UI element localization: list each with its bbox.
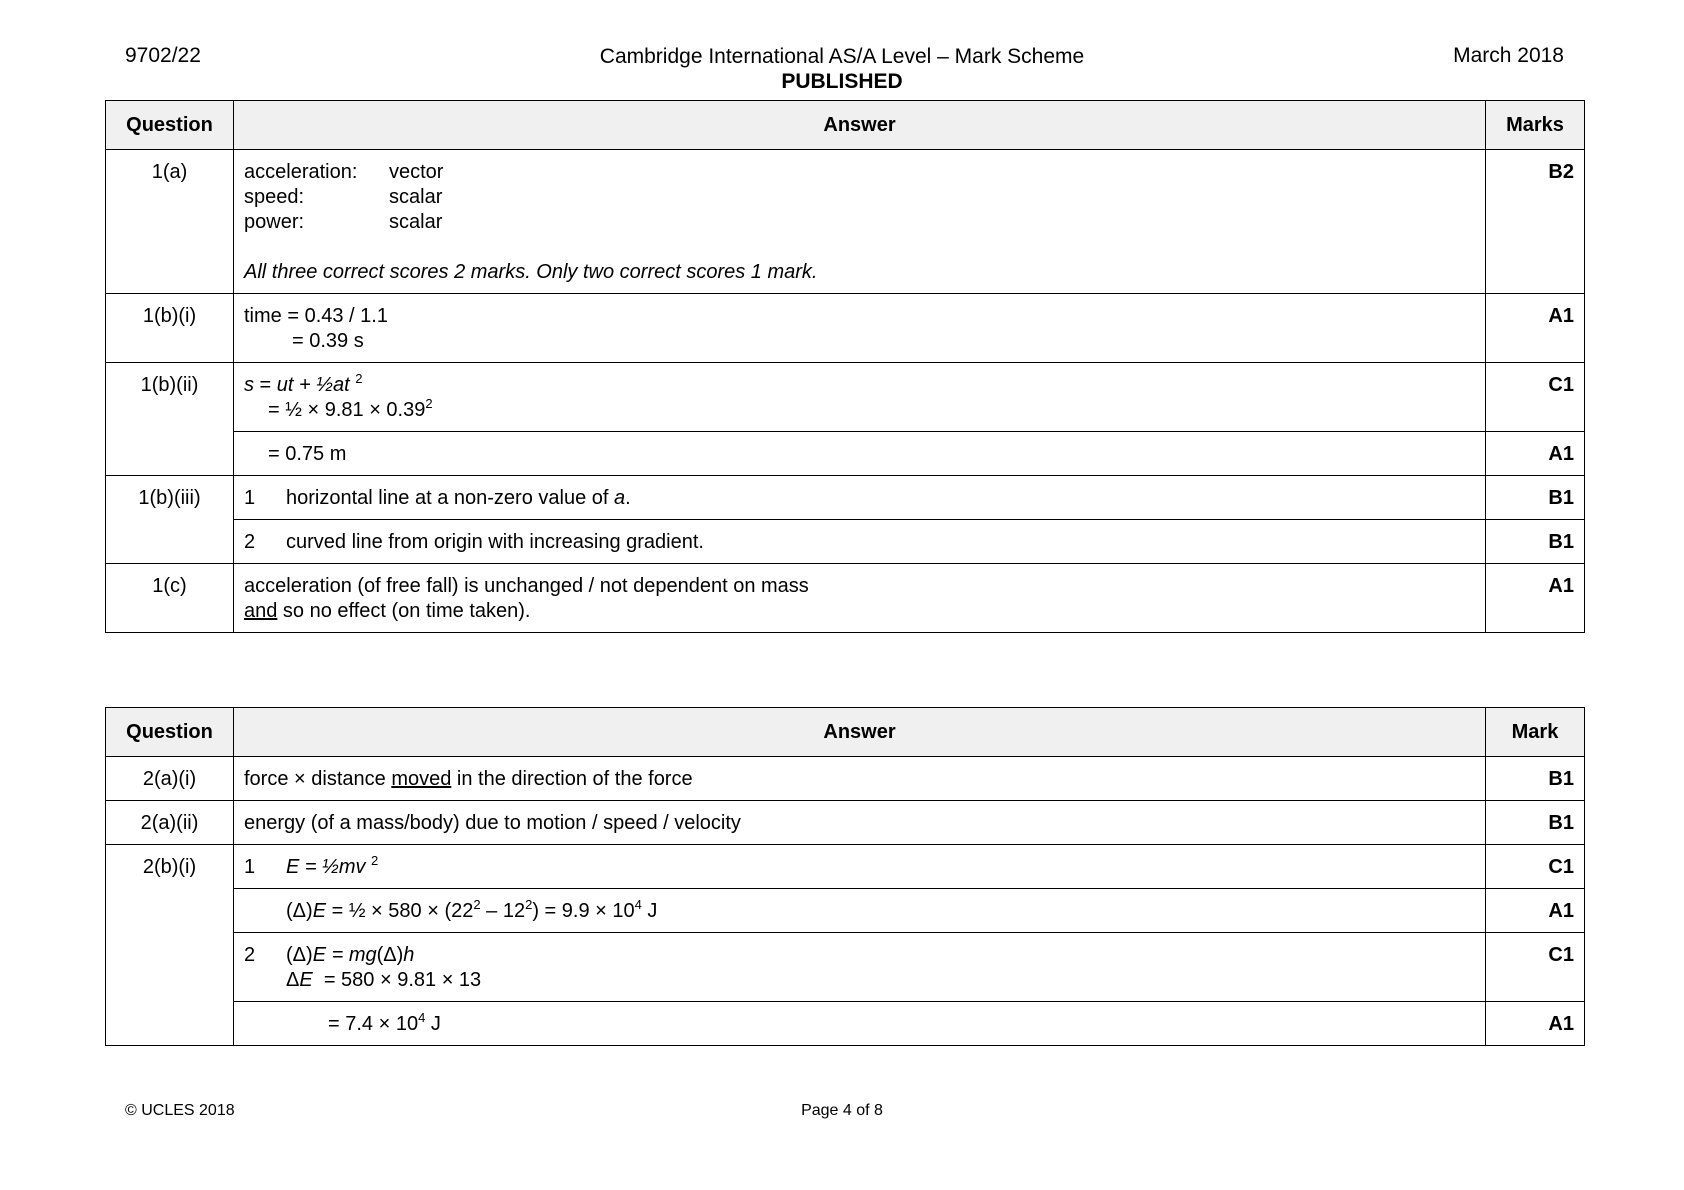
equation-text: E = mg xyxy=(312,944,377,966)
answer-cell: = 0.75 m xyxy=(234,432,1486,476)
table-row xyxy=(106,889,1585,933)
question-number: 2(b)(i) xyxy=(106,845,234,1046)
equation-text: ut + ½at xyxy=(276,374,350,396)
equation-line xyxy=(244,943,1475,968)
mark-code: A1 xyxy=(1486,432,1585,476)
answer-cell xyxy=(234,564,1486,633)
marks-column-header: Marks xyxy=(1486,101,1585,150)
equation-text: – 12 xyxy=(480,900,526,922)
mark-code: B1 xyxy=(1486,476,1585,520)
answer-cell xyxy=(234,363,1486,432)
superscript: 2 xyxy=(371,853,379,868)
answer-column-header: Answer xyxy=(234,708,1486,757)
table-row xyxy=(106,476,1585,520)
answer-cell xyxy=(234,757,1486,801)
answer-text: horizontal line at a non-zero value of xyxy=(286,487,614,509)
answer-cell xyxy=(234,933,1486,1002)
page-number: Page 4 of 8 xyxy=(801,1102,883,1119)
exam-date: March 2018 xyxy=(1453,44,1564,67)
equation-text: = ½ × 580 × (22 xyxy=(326,900,474,922)
table-header-row xyxy=(106,708,1585,757)
answer-cell xyxy=(234,1002,1486,1046)
table-row xyxy=(106,520,1585,564)
table-header-row xyxy=(106,101,1585,150)
marking-note: All three correct scores 2 marks. Only two correct scores 1 mark. xyxy=(244,261,818,283)
document-header xyxy=(0,44,1684,94)
answer-cell xyxy=(234,520,1486,564)
mark-scheme-table-2 xyxy=(105,707,1585,1046)
variable: E xyxy=(299,969,313,991)
table-row xyxy=(106,757,1585,801)
answer-cell xyxy=(234,845,1486,889)
published-label: PUBLISHED xyxy=(781,70,903,93)
table-row xyxy=(106,432,1585,476)
mark-code: C1 xyxy=(1486,363,1585,432)
question-column-header: Question xyxy=(106,708,234,757)
equation-text: E = ½mv xyxy=(286,856,366,878)
equation-text: = 580 × 9.81 × 13 xyxy=(312,969,482,991)
equation-text: ) = 9.9 × 10 xyxy=(532,900,635,922)
question-number: 2(a)(ii) xyxy=(106,801,234,845)
mark-code: C1 xyxy=(1486,845,1585,889)
answer-cell xyxy=(234,150,1486,294)
answer-key: speed: xyxy=(244,186,305,208)
table-row xyxy=(106,294,1585,363)
equation-line xyxy=(244,373,1475,398)
copyright-notice: © UCLES 2018 xyxy=(125,1102,235,1119)
sub-part-number: 2 xyxy=(244,944,256,966)
equation-text: = ½ × 9.81 × 0.39 xyxy=(268,399,426,421)
mark-code: B1 xyxy=(1486,520,1585,564)
delta-symbol: (Δ) xyxy=(286,900,313,922)
mark-code: A1 xyxy=(1486,564,1585,633)
question-number: 1(b)(ii) xyxy=(106,363,234,476)
sub-part-number: 1 xyxy=(244,487,256,509)
superscript: 2 xyxy=(473,897,481,912)
question-column-header: Question xyxy=(106,101,234,150)
table-row xyxy=(106,845,1585,889)
document-title: Cambridge International AS/A Level – Mark Scheme xyxy=(599,45,1085,68)
answer-column-header: Answer xyxy=(234,101,1486,150)
superscript: 2 xyxy=(425,396,433,411)
mark-code: B1 xyxy=(1486,801,1585,845)
marks-column-header: Mark xyxy=(1486,708,1585,757)
answer-line xyxy=(244,599,1475,624)
answer-cell: energy (of a mass/body) due to motion / speed / velocity xyxy=(234,801,1486,845)
sub-part-number: 1 xyxy=(244,856,256,878)
delta-symbol: Δ xyxy=(286,969,300,991)
answer-text: so no effect (on time taken). xyxy=(277,600,531,622)
unit: J xyxy=(641,900,658,922)
answer-line: time = 0.43 / 1.1 xyxy=(244,305,388,327)
answer-value: scalar xyxy=(389,186,443,208)
equation-line xyxy=(244,968,1475,993)
table-row xyxy=(106,363,1585,432)
table-row xyxy=(106,801,1585,845)
answer-cell xyxy=(234,889,1486,933)
question-number: 1(a) xyxy=(106,150,234,294)
table-row xyxy=(106,150,1585,294)
answer-line: = 0.39 s xyxy=(292,330,364,352)
unit: J xyxy=(425,1013,441,1035)
paper-code: 9702/22 xyxy=(125,44,201,67)
mark-code: A1 xyxy=(1486,1002,1585,1046)
equation-text: = 7.4 × 10 xyxy=(328,1013,419,1035)
variable: s xyxy=(244,374,254,396)
mark-code: B1 xyxy=(1486,757,1585,801)
sub-part-number: 2 xyxy=(244,531,256,553)
table-row xyxy=(106,1002,1585,1046)
punctuation: . xyxy=(625,487,631,509)
answer-text: force × distance xyxy=(244,768,392,790)
mark-code: A1 xyxy=(1486,294,1585,363)
underlined-word: and xyxy=(244,600,278,622)
mark-code: A1 xyxy=(1486,889,1585,933)
mark-code: B2 xyxy=(1486,150,1585,294)
answer-cell xyxy=(234,294,1486,363)
mark-code: C1 xyxy=(1486,933,1585,1002)
variable: a xyxy=(613,487,626,509)
variable: E xyxy=(312,900,327,922)
answer-value: scalar xyxy=(389,211,443,233)
delta-symbol: (Δ) xyxy=(376,944,404,966)
answer-text: in the direction of the force xyxy=(451,768,693,790)
answer-key: power: xyxy=(244,211,305,233)
table-row xyxy=(106,564,1585,633)
equals: = xyxy=(254,374,277,396)
table-row xyxy=(106,933,1585,1002)
equation-line xyxy=(244,398,1475,423)
question-number: 1(b)(i) xyxy=(106,294,234,363)
mark-scheme-table-1 xyxy=(105,100,1585,633)
superscript: 2 xyxy=(525,897,533,912)
superscript: 4 xyxy=(418,1010,426,1025)
answer-cell xyxy=(234,476,1486,520)
superscript: 2 xyxy=(355,371,363,386)
question-number: 1(c) xyxy=(106,564,234,633)
answer-value: vector xyxy=(389,161,444,183)
superscript: 4 xyxy=(634,897,642,912)
underlined-word: moved xyxy=(391,768,452,790)
question-number: 1(b)(iii) xyxy=(106,476,234,564)
delta-symbol: (Δ) xyxy=(286,944,313,966)
answer-key: acceleration: xyxy=(244,161,358,183)
answer-text: curved line from origin with increasing gradient. xyxy=(286,531,704,553)
question-number: 2(a)(i) xyxy=(106,757,234,801)
answer-line: acceleration (of free fall) is unchanged / not dependent on mass xyxy=(244,575,809,597)
variable: h xyxy=(403,944,415,966)
